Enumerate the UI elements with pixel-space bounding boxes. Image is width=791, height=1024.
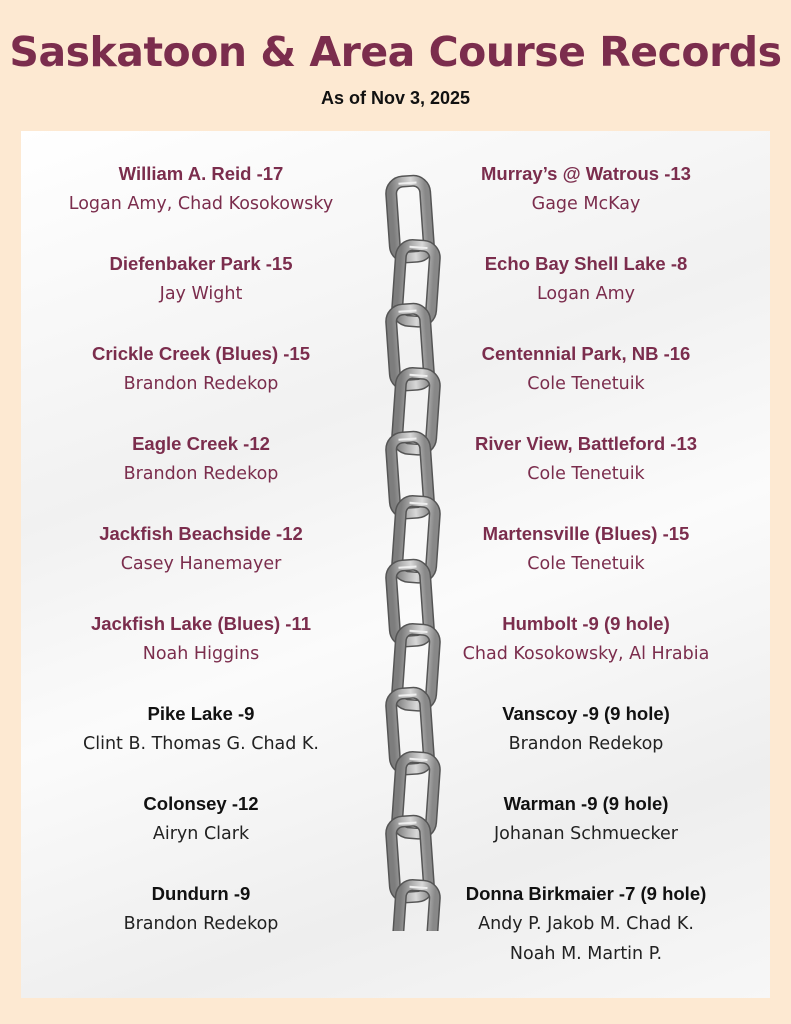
record-holder: Brandon Redekop <box>123 464 279 484</box>
record-right-9 <box>421 883 751 965</box>
course-name: Echo Bay Shell Lake -8 <box>484 253 688 274</box>
course-name: Dundurn -9 <box>151 883 251 904</box>
record-holder: Noah Higgins <box>142 644 260 664</box>
course-name: Crickle Creek (Blues) -15 <box>92 343 310 364</box>
course-name: Vanscoy -9 (9 hole) <box>502 703 670 724</box>
record-left-7 <box>36 703 366 755</box>
course-name: Centennial Park, NB -16 <box>481 343 691 364</box>
record-left-3 <box>36 343 366 395</box>
course-name: Pike Lake -9 <box>147 703 255 724</box>
record-holder: Cole Tenetuik <box>527 554 645 574</box>
course-name: Donna Birkmaier -7 (9 hole) <box>465 883 707 904</box>
records-panel <box>21 131 770 998</box>
record-holder: Logan Amy, Chad Kosokowsky <box>68 194 334 214</box>
record-holder: Airyn Clark <box>152 824 250 844</box>
record-left-1 <box>36 163 366 215</box>
record-left-6 <box>36 613 366 665</box>
record-left-9 <box>36 883 366 935</box>
record-holder: Cole Tenetuik <box>527 464 645 484</box>
record-holder: Logan Amy <box>536 284 635 304</box>
course-name: Eagle Creek -12 <box>132 433 270 454</box>
course-name: Martensville (Blues) -15 <box>482 523 690 544</box>
course-name: Humbolt -9 (9 hole) <box>502 613 670 634</box>
record-left-2 <box>36 253 366 305</box>
record-holder: Clint B. Thomas G. Chad K. <box>83 734 319 754</box>
course-name: Jackfish Lake (Blues) -11 <box>90 613 312 634</box>
record-right-3 <box>421 343 751 395</box>
course-name: Diefenbaker Park -15 <box>109 253 293 274</box>
record-right-7 <box>421 703 751 755</box>
record-holder-2: Noah M. Martin P. <box>509 944 663 964</box>
record-holder: Brandon Redekop <box>123 374 279 394</box>
record-left-5 <box>36 523 366 575</box>
record-holder: Cole Tenetuik <box>527 374 645 394</box>
record-right-8 <box>421 793 751 845</box>
course-name: Jackfish Beachside -12 <box>99 523 303 544</box>
record-right-4 <box>421 433 751 485</box>
page-title: Saskatoon & Area Course Records <box>9 28 782 76</box>
record-holder: Chad Kosokowsky, Al Hrabia <box>462 644 710 664</box>
as-of-date: As of Nov 3, 2025 <box>320 88 471 108</box>
record-holder: Gage McKay <box>531 194 641 214</box>
record-holder: Casey Hanemayer <box>120 554 282 574</box>
record-right-6 <box>421 613 751 665</box>
record-right-1 <box>421 163 751 215</box>
record-left-4 <box>36 433 366 485</box>
record-holder: Jay Wight <box>159 284 243 304</box>
course-name: River View, Battleford -13 <box>474 433 698 454</box>
record-holder: Johanan Schmuecker <box>494 824 678 844</box>
record-holder: Andy P. Jakob M. Chad K. <box>478 914 694 934</box>
record-holder: Brandon Redekop <box>123 914 279 934</box>
record-holder: Brandon Redekop <box>508 734 664 754</box>
course-name: Warman -9 (9 hole) <box>503 793 669 814</box>
record-right-2 <box>421 253 751 305</box>
course-name: Murray’s @ Watrous -13 <box>481 163 691 184</box>
record-left-8 <box>36 793 366 845</box>
course-name: William A. Reid -17 <box>118 163 284 184</box>
record-right-5 <box>421 523 751 575</box>
course-name: Colonsey -12 <box>143 793 259 814</box>
